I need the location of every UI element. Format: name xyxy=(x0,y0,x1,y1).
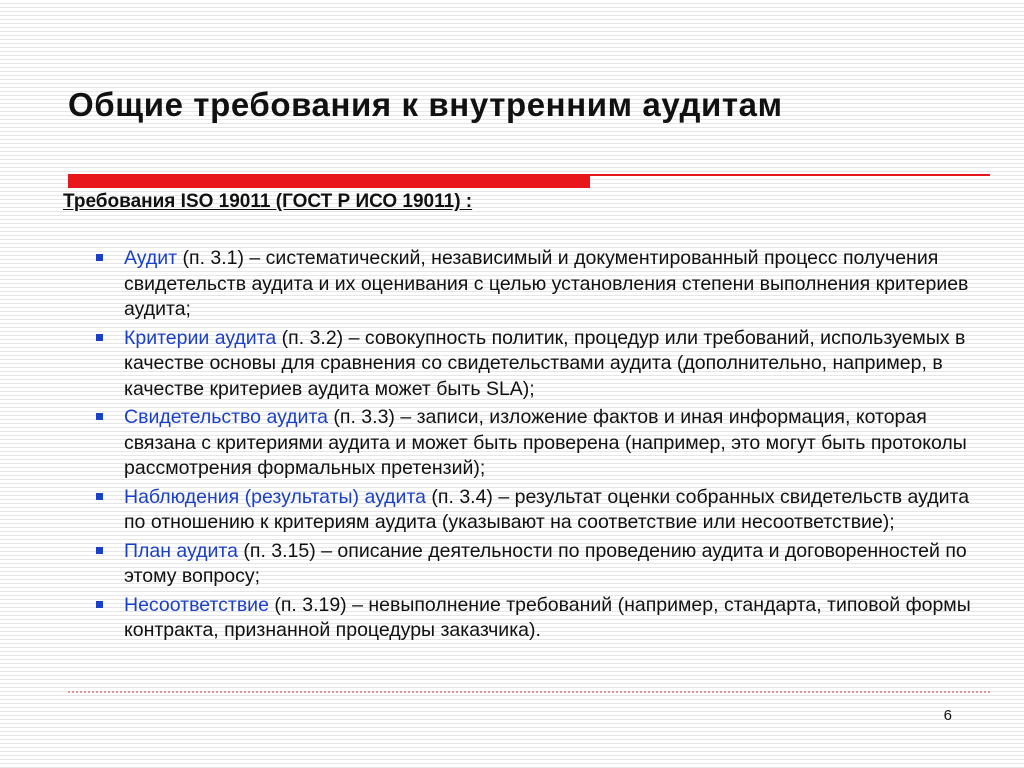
list-item xyxy=(96,485,976,536)
title-divider-line xyxy=(590,174,990,176)
term-label: Аудит xyxy=(124,247,178,269)
title-divider-bar xyxy=(68,174,590,188)
term-label: Несоответствие xyxy=(124,593,269,616)
subheading: Требования ISO 19011 (ГОСТ Р ИСО 19011) : xyxy=(63,191,473,212)
term-definition: (п. 3.3) – записи, изложение фактов и иная информация, которая связана с критериями аудита и может быть проверена (например, это могут быть протоколы рассмотрения формальных претензий); xyxy=(124,406,967,479)
square-bullet-icon xyxy=(96,254,103,261)
footer-divider xyxy=(68,691,990,693)
term-label: Наблюдения (результаты) аудита xyxy=(124,485,427,508)
page-number: 6 xyxy=(943,707,952,724)
title-divider xyxy=(68,174,990,188)
term-definition: (п. 3.19) – невыполнение требований (например, стандарта, типовой формы контракта, признанной процедуры заказчика). xyxy=(124,593,971,641)
definition-list xyxy=(96,246,976,647)
square-bullet-icon xyxy=(96,547,103,554)
term-label: Критерии аудита xyxy=(124,326,277,349)
list-item xyxy=(96,539,976,590)
list-item xyxy=(96,405,976,482)
list-item xyxy=(96,326,976,403)
term-definition: (п. 3.2) – совокупность политик, процедур или требований, используемых в качестве основы для сравнения со свидетельствами аудита (дополнительно, например, в качестве критериев аудита может быть SLA); xyxy=(124,326,966,400)
term-definition: (п. 3.15) – описание деятельности по проведению аудита и договоренностей по этому вопросу; xyxy=(124,539,967,587)
square-bullet-icon xyxy=(96,493,103,500)
square-bullet-icon xyxy=(96,334,103,341)
list-item xyxy=(96,593,976,644)
term-definition: (п. 3.4) – результат оценки собранных свидетельств аудита по отношению к критериям аудита (указывают на соответствие или несоответствие); xyxy=(124,485,970,533)
term-label: План аудита xyxy=(124,539,238,562)
square-bullet-icon xyxy=(96,413,103,420)
list-item xyxy=(96,246,976,323)
term-definition: (п. 3.1) – систематический, независимый и документированный процесс получения свидетельств аудита и их оценивания с целью установления степени выполнения критериев аудита; xyxy=(124,247,969,320)
square-bullet-icon xyxy=(96,601,103,608)
slide-title: Общие требования к внутренним аудитам xyxy=(68,86,783,123)
term-label: Свидетельство аудита xyxy=(124,406,328,428)
